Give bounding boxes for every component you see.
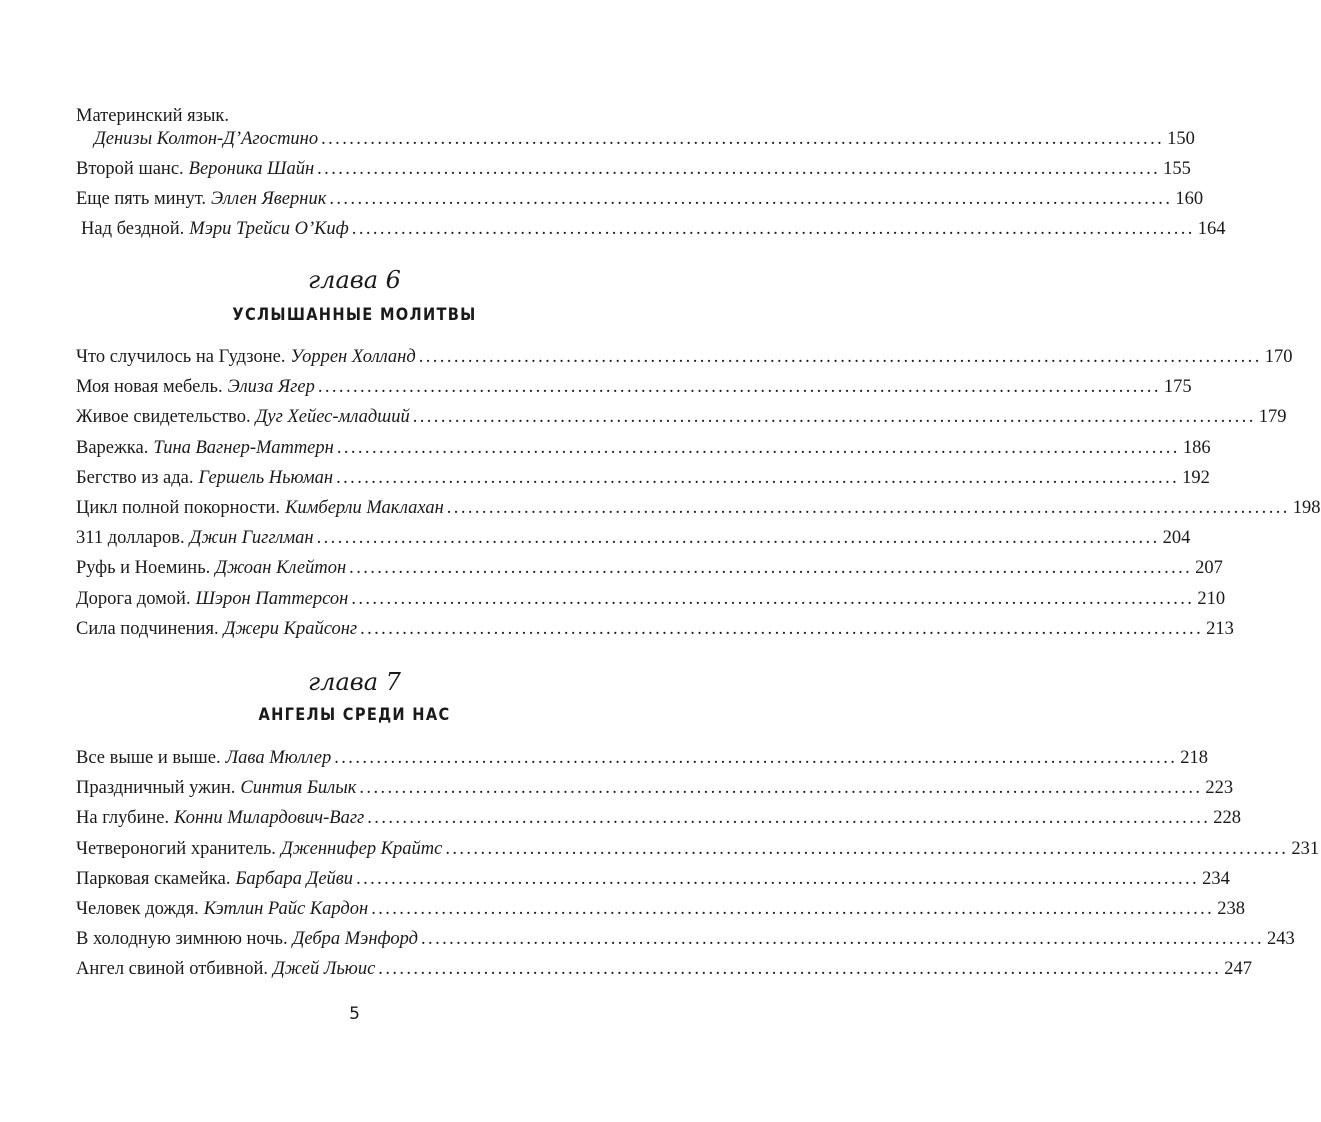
toc-entry-author: Кимберли Маклахан xyxy=(285,498,444,518)
toc-entry-page: 179 xyxy=(1258,407,1287,428)
toc-entry xyxy=(76,924,1295,954)
toc-entry-title: 311 долларов. xyxy=(76,528,185,549)
toc-entry-page: 223 xyxy=(1205,778,1234,799)
page-number: 5 xyxy=(349,1004,360,1024)
toc-entry-page: 210 xyxy=(1197,588,1226,609)
chapter-label: глава 6 xyxy=(308,266,401,294)
toc-entry-title: Руфь и Ноеминь. xyxy=(76,558,211,579)
toc-entry-title: Четвероногий хранитель. xyxy=(76,838,276,859)
dot-leader: ........................................................................................................................ xyxy=(360,618,1204,639)
toc-entry-page: 150 xyxy=(1167,129,1195,149)
toc-entry-author: Денизы Колтон-Д’Агостино xyxy=(94,129,319,149)
toc-entry-title: Парковая скамейка. xyxy=(76,868,231,889)
toc-entry-page: 231 xyxy=(1291,838,1320,859)
toc-entry xyxy=(76,584,1226,614)
dot-leader: ........................................................................................................................ xyxy=(445,838,1289,859)
dot-leader: ........................................................................................................................ xyxy=(356,868,1200,889)
toc-entry-author: Мэри Трейси О’Киф xyxy=(189,219,349,239)
toc-entry xyxy=(94,124,1195,154)
toc-entry-page: 234 xyxy=(1202,868,1230,889)
toc-entry-author: Лава Мюллер xyxy=(225,748,332,768)
toc-entry xyxy=(76,553,1223,583)
toc-entry-page: 218 xyxy=(1180,748,1208,768)
dot-leader: ........................................................................................................................ xyxy=(412,407,1256,428)
toc-entry-author: Уоррен Холланд xyxy=(290,347,416,367)
toc-entry xyxy=(76,342,1293,372)
dot-leader: ........................................................................................................................ xyxy=(351,219,1195,239)
dot-leader: ........................................................................................................................ xyxy=(334,748,1178,768)
toc-entry-page: 164 xyxy=(1197,219,1226,239)
toc-entry-author: Джери Крайсонг xyxy=(223,618,358,639)
toc-entry-author: Кэтлин Райс Кардон xyxy=(203,899,369,919)
dot-leader: ........................................................................................................................ xyxy=(336,437,1180,458)
toc-entry-page: 160 xyxy=(1175,189,1204,209)
toc-entry xyxy=(76,463,1210,493)
dot-leader: ........................................................................................................................ xyxy=(336,467,1180,488)
toc-entry-author: Вероника Шайн xyxy=(188,159,315,179)
chapter-title: АНГЕЛЫ СРЕДИ НАС xyxy=(258,705,451,725)
dot-leader: ........................................................................................................................ xyxy=(367,808,1211,829)
toc-entry-page: 247 xyxy=(1224,959,1253,980)
toc-entry xyxy=(76,803,1242,833)
toc-entry-author: Барбара Дейви xyxy=(235,868,354,889)
toc-entry-author: Джей Льюис xyxy=(273,959,376,980)
toc-entry xyxy=(76,954,1253,984)
toc-entry-author: Дженнифер Крайтс xyxy=(280,838,443,859)
toc-entry-title: Живое свидетельство. xyxy=(76,407,251,428)
toc-entry-page: 155 xyxy=(1163,159,1191,179)
toc-entry xyxy=(76,184,1204,214)
dot-leader: ........................................................................................................................ xyxy=(349,558,1193,579)
toc-entry xyxy=(81,214,1226,244)
toc-entry-title: Второй шанс. xyxy=(76,159,184,179)
toc-entry-author: Синтия Билык xyxy=(240,778,357,799)
chapter-title: УСЛЫШАННЫЕ МОЛИТВЫ xyxy=(232,305,477,325)
toc-entry xyxy=(76,493,1321,523)
toc-entry-author: Джоан Клейтон xyxy=(215,558,347,579)
toc-entry-author: Эллен Яверник xyxy=(211,189,327,209)
dot-leader: ........................................................................................................................ xyxy=(421,929,1265,950)
toc-entry-title: Человек дождя. xyxy=(76,899,199,919)
dot-leader: ........................................................................................................................ xyxy=(317,377,1161,398)
toc-entry-title: Варежка. xyxy=(76,437,149,458)
toc-entry-title: Праздничный ужин. xyxy=(76,778,236,799)
toc-entry-title: Над бездной. xyxy=(81,219,185,239)
toc-entry-title: Моя новая мебель. xyxy=(76,377,223,398)
toc-entry-page: 238 xyxy=(1217,899,1245,919)
dot-leader: ........................................................................................................................ xyxy=(316,528,1160,549)
dot-leader: ........................................................................................................................ xyxy=(418,347,1262,367)
toc-entry xyxy=(76,743,1208,773)
toc-entry xyxy=(76,614,1234,644)
dot-leader: ........................................................................................................................ xyxy=(317,159,1161,179)
toc-entry-author: Конни Милардович-Вагг xyxy=(174,808,365,829)
toc-entry-author: Элиза Ягер xyxy=(227,377,315,398)
toc-entry-title: В холодную зимнюю ночь. xyxy=(76,929,288,950)
toc-entry-title: Материнский язык. xyxy=(76,106,230,126)
toc-entry xyxy=(76,864,1230,894)
toc-entry xyxy=(76,894,1245,924)
toc-entry-title: На глубине. xyxy=(76,808,170,829)
toc-entry-author: Джин Гигглман xyxy=(189,528,314,549)
dot-leader: ........................................................................................................................ xyxy=(359,778,1203,799)
toc-entry-title: Цикл полной покорности. xyxy=(76,498,281,518)
toc-entry-author: Дуг Хейес-младший xyxy=(255,407,410,428)
toc-entry xyxy=(76,402,1287,432)
toc-entry-author: Гершель Ньюман xyxy=(198,467,334,488)
toc-entry-title: Дорога домой. xyxy=(76,588,191,609)
dot-leader: ........................................................................................................................ xyxy=(321,129,1165,149)
toc-entry xyxy=(76,773,1234,803)
dot-leader: ........................................................................................................................ xyxy=(378,959,1222,980)
toc-entry xyxy=(76,834,1320,864)
dot-leader: ........................................................................................................................ xyxy=(371,899,1215,919)
toc-entry-title: Еще пять минут. xyxy=(76,189,207,209)
toc-entry-page: 192 xyxy=(1182,467,1210,488)
toc-entry-author: Тина Вагнер-Маттерн xyxy=(153,437,334,458)
toc-entry-title: Ангел свиной отбивной. xyxy=(76,959,269,980)
dot-leader: ........................................................................................................................ xyxy=(446,498,1290,518)
toc-entry-page: 204 xyxy=(1162,528,1191,549)
toc-entry-page: 243 xyxy=(1267,929,1295,950)
toc-entry-title: Сила подчинения. xyxy=(76,618,219,639)
toc-entry xyxy=(76,154,1191,184)
toc-entry-page: 186 xyxy=(1182,437,1211,458)
dot-leader: ........................................................................................................................ xyxy=(351,588,1195,609)
toc-entry-page: 170 xyxy=(1264,347,1293,367)
toc-entry-page: 207 xyxy=(1195,558,1223,579)
toc-entry-title: Все выше и выше. xyxy=(76,748,221,768)
toc-entry-page: 198 xyxy=(1292,498,1321,518)
toc-entry-author: Дебра Мэнфорд xyxy=(292,929,419,950)
toc-entry-page: 213 xyxy=(1206,618,1234,639)
toc-entry xyxy=(76,433,1211,463)
toc-entry xyxy=(76,523,1191,553)
toc-entry xyxy=(76,372,1192,402)
toc-entry-title: Бегство из ада. xyxy=(76,467,194,488)
toc-entry-page: 175 xyxy=(1163,377,1192,398)
toc-entry-page: 228 xyxy=(1213,808,1242,829)
toc-entry-author: Шэрон Паттерсон xyxy=(195,588,349,609)
chapter-label: глава 7 xyxy=(308,668,401,696)
toc-entry-title: Что случилось на Гудзоне. xyxy=(76,347,286,367)
dot-leader: ........................................................................................................................ xyxy=(329,189,1173,209)
